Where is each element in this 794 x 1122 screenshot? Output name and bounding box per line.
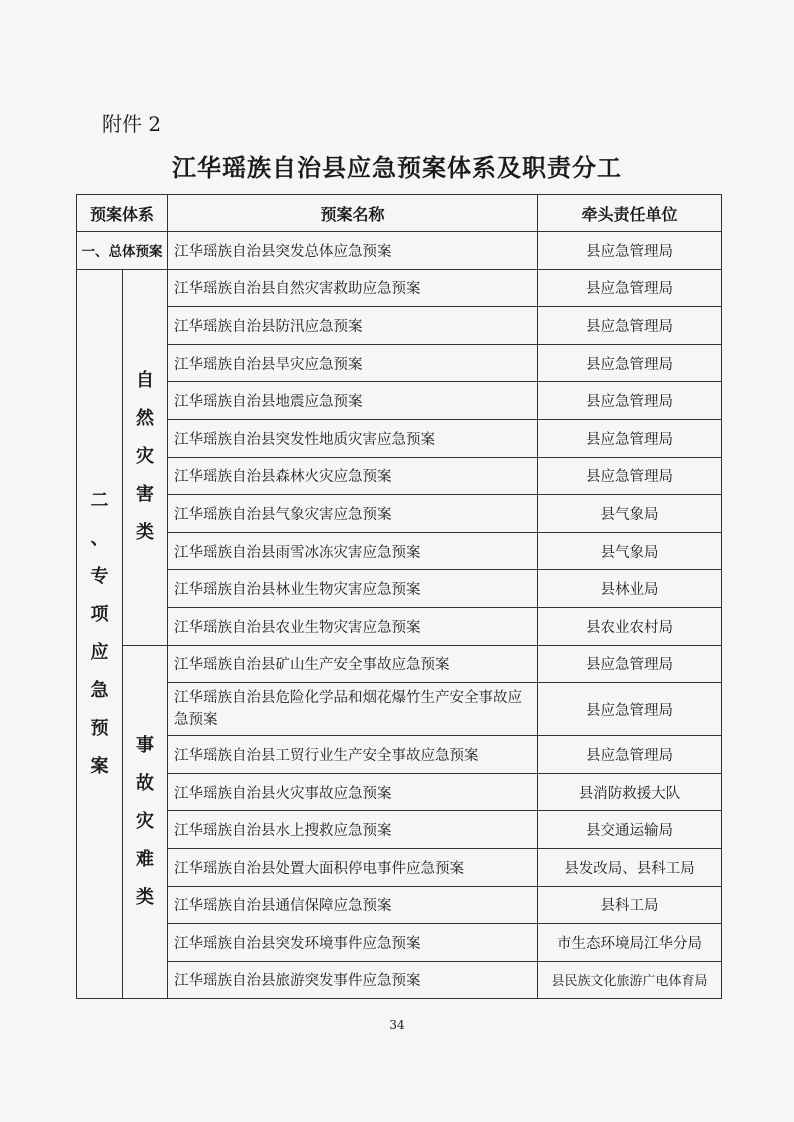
accident-category	[123, 645, 168, 999]
lead-unit: 县科工局	[538, 886, 722, 924]
plan-name: 江华瑶族自治县突发性地质灾害应急预案	[168, 419, 538, 457]
table-row	[77, 495, 722, 533]
lead-unit: 县应急管理局	[538, 269, 722, 307]
table-row	[77, 532, 722, 570]
lead-unit: 县应急管理局	[538, 344, 722, 382]
special-category-char: 案	[90, 755, 109, 777]
table-row	[77, 607, 722, 645]
special-category-char: 应	[90, 641, 109, 663]
special-category-char: 预	[90, 717, 109, 739]
plan-name: 江华瑶族自治县矿山生产安全事故应急预案	[168, 645, 538, 683]
plan-name: 江华瑶族自治县水上搜救应急预案	[168, 811, 538, 849]
plan-name: 江华瑶族自治县突发总体应急预案	[168, 232, 538, 270]
plan-name: 江华瑶族自治县旅游突发事件应急预案	[168, 961, 538, 999]
plan-name: 江华瑶族自治县防汛应急预案	[168, 307, 538, 345]
table-row	[77, 307, 722, 345]
table-row	[77, 382, 722, 420]
table-row	[77, 457, 722, 495]
table-row	[77, 924, 722, 962]
plan-name: 江华瑶族自治县突发环境事件应急预案	[168, 924, 538, 962]
plan-name: 江华瑶族自治县雨雪冰冻灾害应急预案	[168, 532, 538, 570]
plan-name: 江华瑶族自治县处置大面积停电事件应急预案	[168, 848, 538, 886]
accident-category-char: 灾	[136, 810, 154, 832]
plan-name: 江华瑶族自治县危险化学品和烟花爆竹生产安全事故应急预案	[168, 683, 538, 736]
table-row	[77, 811, 722, 849]
annex-label: 附件 2	[102, 112, 162, 136]
special-category-char: 、	[90, 527, 109, 549]
table-row	[77, 886, 722, 924]
natural-category-char: 自	[136, 370, 154, 392]
accident-category-char: 故	[136, 772, 154, 794]
accident-category-char: 类	[136, 886, 154, 908]
plan-name: 江华瑶族自治县通信保障应急预案	[168, 886, 538, 924]
table-row	[77, 736, 722, 774]
natural-category-char: 然	[136, 408, 154, 430]
special-category	[77, 269, 123, 999]
table-row	[77, 570, 722, 608]
emergency-plan-table	[76, 194, 722, 999]
plan-name: 江华瑶族自治县自然灾害救助应急预案	[168, 269, 538, 307]
lead-unit: 县发改局、县科工局	[538, 848, 722, 886]
plan-name: 江华瑶族自治县森林火灾应急预案	[168, 457, 538, 495]
lead-unit: 县应急管理局	[538, 419, 722, 457]
plan-name: 江华瑶族自治县农业生物灾害应急预案	[168, 607, 538, 645]
lead-unit: 市生态环境局江华分局	[538, 924, 722, 962]
plan-name: 江华瑶族自治县工贸行业生产安全事故应急预案	[168, 736, 538, 774]
lead-unit: 县应急管理局	[538, 307, 722, 345]
lead-unit: 县交通运输局	[538, 811, 722, 849]
special-category-char: 二	[90, 489, 109, 511]
table-row	[77, 961, 722, 999]
lead-unit: 县应急管理局	[538, 232, 722, 270]
table-row	[77, 683, 722, 736]
special-category-char: 专	[90, 565, 109, 587]
plan-name: 江华瑶族自治县旱灾应急预案	[168, 344, 538, 382]
plan-name: 江华瑶族自治县火灾事故应急预案	[168, 773, 538, 811]
accident-category-char: 事	[136, 734, 154, 756]
header-system: 预案体系	[77, 195, 168, 232]
plan-name: 江华瑶族自治县地震应急预案	[168, 382, 538, 420]
special-category-char: 急	[90, 679, 109, 701]
natural-category-char: 害	[136, 484, 154, 506]
table-header-row	[77, 195, 722, 232]
page-number: 34	[389, 1018, 405, 1032]
lead-unit: 县林业局	[538, 570, 722, 608]
overall-category: 一、总体预案	[77, 232, 168, 270]
lead-unit: 县应急管理局	[538, 683, 722, 736]
header-name: 预案名称	[168, 195, 538, 232]
plan-name: 江华瑶族自治县林业生物灾害应急预案	[168, 570, 538, 608]
lead-unit: 县应急管理局	[538, 645, 722, 683]
natural-category	[123, 269, 168, 645]
lead-unit: 县应急管理局	[538, 382, 722, 420]
natural-category-char: 灾	[136, 446, 154, 468]
page-title: 江华瑶族自治县应急预案体系及职责分工	[172, 153, 622, 182]
lead-unit: 县应急管理局	[538, 736, 722, 774]
header-unit: 牵头责任单位	[538, 195, 722, 232]
lead-unit: 县应急管理局	[538, 457, 722, 495]
accident-category-char: 难	[136, 848, 154, 870]
lead-unit: 县气象局	[538, 495, 722, 533]
lead-unit: 县民族文化旅游广电体育局	[538, 961, 722, 999]
table-row	[77, 645, 722, 683]
table-row	[77, 344, 722, 382]
table-row	[77, 773, 722, 811]
table-row	[77, 269, 722, 307]
lead-unit: 县农业农村局	[538, 607, 722, 645]
table-row	[77, 419, 722, 457]
table-row	[77, 232, 722, 270]
lead-unit: 县消防救援大队	[538, 773, 722, 811]
lead-unit: 县气象局	[538, 532, 722, 570]
special-category-char: 项	[90, 603, 109, 625]
plan-name: 江华瑶族自治县气象灾害应急预案	[168, 495, 538, 533]
table-row	[77, 848, 722, 886]
natural-category-char: 类	[136, 522, 154, 544]
